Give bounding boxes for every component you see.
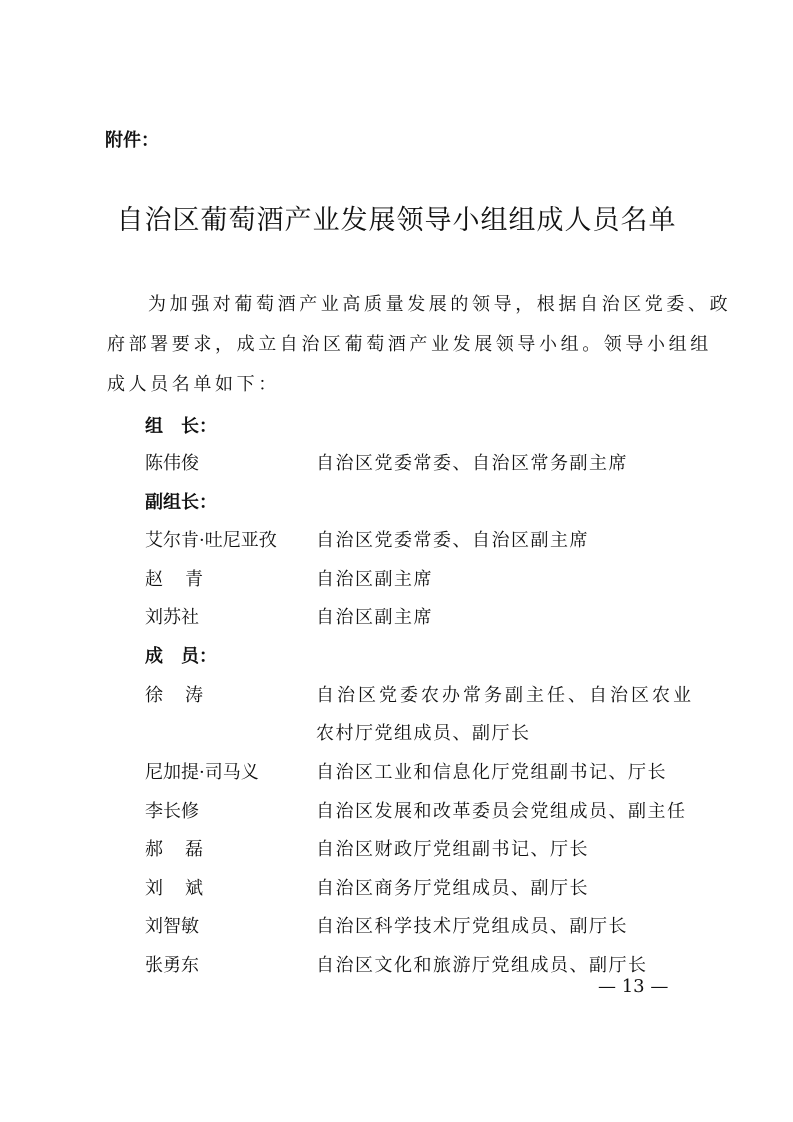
person-role: 自治区工业和信息化厅党组副书记、厅长: [316, 762, 667, 783]
person-name: 尼加提·司马义: [145, 762, 259, 783]
person-name: 徐涛: [145, 685, 225, 706]
page-number: — 13 —: [598, 976, 669, 997]
section-deputy: 副组长：: [145, 492, 217, 513]
person-role: 自治区财政厅党组副书记、厅长: [316, 839, 589, 860]
person-role: 自治区文化和旅游厅党组成员、副厅长: [316, 955, 648, 976]
person-name: 艾尔肯·吐尼亚孜: [145, 530, 277, 551]
person-role: 自治区党委农办常务副主任、自治区农业: [316, 685, 694, 706]
person-name: 李长修: [145, 801, 199, 822]
person-name: 郝磊: [145, 839, 225, 860]
person-name: 刘斌: [145, 878, 225, 899]
person-name: 刘智敏: [145, 916, 199, 937]
attachment-label: 附件：: [105, 130, 159, 151]
person-role-continued: 农村厅党组成员、副厅长: [316, 723, 531, 744]
person-role: 自治区党委常委、自治区常务副主席: [316, 453, 628, 474]
person-name: 陈伟俊: [145, 453, 199, 474]
person-role: 自治区党委常委、自治区副主席: [316, 530, 589, 551]
person-role: 自治区发展和改革委员会党组成员、副主任: [316, 801, 687, 822]
intro-line-3: 成人员名单如下：: [107, 374, 280, 395]
document-title: 自治区葡萄酒产业发展领导小组组成人员名单: [116, 205, 677, 236]
intro-line-2: 府部署要求，成立自治区葡萄酒产业发展领导小组。领导小组组: [107, 334, 712, 355]
person-name: 刘苏社: [145, 607, 199, 628]
person-role: 自治区科学技术厅党组成员、副厅长: [316, 916, 628, 937]
intro-line-1: 为加强对葡萄酒产业高质量发展的领导，根据自治区党委、政: [148, 294, 732, 315]
person-name: 赵青: [145, 569, 225, 590]
section-leader: 组 长：: [145, 416, 217, 437]
person-role: 自治区商务厅党组成员、副厅长: [316, 878, 589, 899]
section-members: 成 员：: [145, 646, 217, 667]
person-name: 张勇东: [145, 955, 199, 976]
person-role: 自治区副主席: [316, 569, 433, 590]
person-role: 自治区副主席: [316, 607, 433, 628]
